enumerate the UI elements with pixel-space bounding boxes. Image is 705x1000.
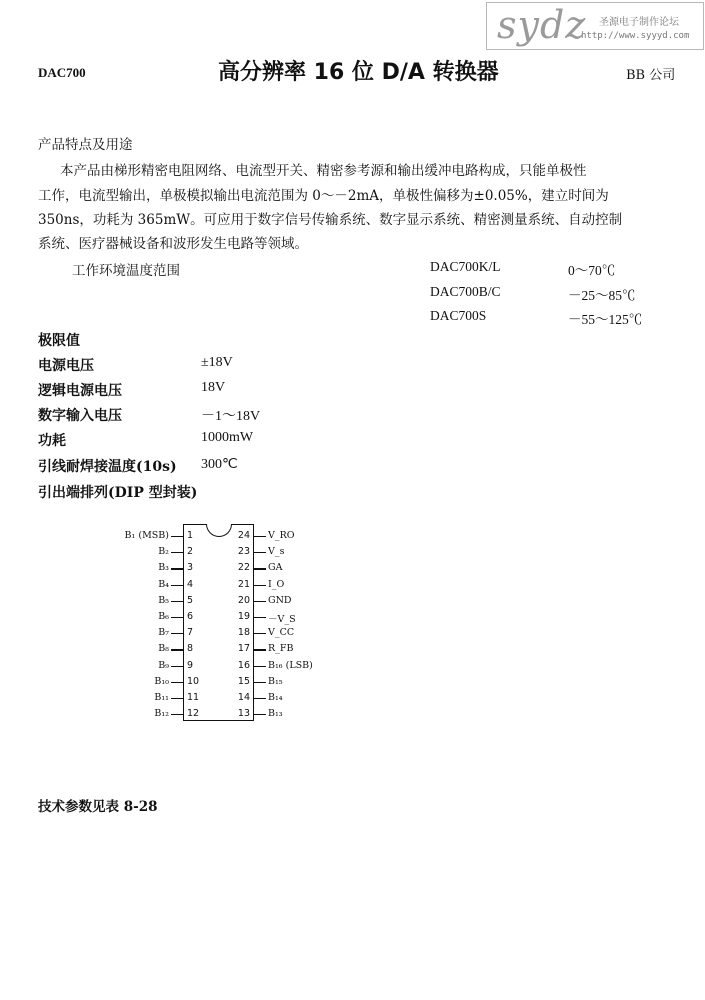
pin-label: GND: [268, 594, 292, 606]
pin-label: B₈: [158, 643, 169, 655]
pin-lead: [171, 617, 183, 618]
pin-label: B₃: [158, 562, 169, 574]
pin-number: 2: [187, 546, 194, 558]
pin-lead: [254, 617, 266, 618]
footer-note: 技术参数见表 8-28: [38, 799, 158, 815]
pin-lead: [254, 714, 266, 715]
pin-lead: [254, 552, 266, 553]
temperature-range: －25～85℃: [568, 288, 636, 303]
limit-value: 18V: [201, 380, 226, 395]
limit-name: 电源电压: [38, 358, 94, 374]
pin-number: 23: [237, 546, 250, 558]
pin-number: 22: [237, 562, 250, 574]
pin-lead: [254, 536, 266, 537]
pin-label: B₁₀: [154, 675, 169, 687]
pin-label: B₇: [158, 627, 169, 639]
pin-number: 11: [187, 692, 200, 703]
pin-label: B₅: [158, 594, 169, 606]
pin-lead: [171, 552, 183, 553]
pin-number: 15: [237, 675, 250, 687]
pin-lead: [254, 682, 266, 683]
pin-lead: [254, 585, 266, 586]
watermark: [486, 2, 704, 50]
pin-label: B₁₅: [268, 675, 283, 687]
pin-lead: [171, 714, 183, 715]
manufacturer: BB 公司: [626, 68, 676, 83]
limit-name: 逻辑电源电压: [38, 383, 122, 399]
pin-number: 18: [237, 627, 250, 639]
pin-lead: [171, 666, 183, 667]
pin-number: 20: [237, 594, 250, 606]
pin-number: 19: [237, 611, 250, 622]
pin-number: 8: [187, 643, 194, 655]
pin-lead: [171, 601, 183, 602]
pin-label: GA: [268, 562, 283, 574]
temperature-label: 工作环境温度范围: [72, 263, 180, 279]
watermark-logo: sydz: [497, 3, 587, 47]
pin-number: 12: [187, 708, 200, 720]
pin-lead: [171, 585, 183, 586]
pin-number: 5: [187, 594, 194, 606]
pin-number: 1: [187, 530, 194, 541]
pin-label: V_CC: [268, 627, 295, 639]
pin-number: 13: [237, 708, 250, 720]
pin-lead: [171, 698, 183, 699]
pinout-heading: 引出端排列(DIP 型封装): [38, 485, 198, 501]
pin-number: 24: [237, 530, 250, 541]
pin-label: B₁ (MSB): [124, 530, 169, 541]
pin-label: B₉: [158, 659, 169, 671]
pin-lead: [254, 666, 266, 667]
features-line: 系统、医疗器械设备和波形发生电路等领域。: [38, 236, 308, 252]
pin-label: V_RO: [268, 530, 295, 541]
page-title: 高分辨率 16 位 D/A 转换器: [218, 60, 499, 85]
pin-label: B₄: [158, 578, 169, 590]
pin-label: B₁₆ (LSB): [268, 659, 313, 671]
pin-label: B₁₃: [268, 708, 283, 720]
part-number: DAC700: [38, 65, 86, 80]
pin-lead: [254, 649, 266, 650]
pin-number: 4: [187, 578, 194, 590]
pin-number: 7: [187, 627, 194, 639]
limit-value: 300℃: [201, 457, 238, 472]
features-line: 本产品由梯形精密电阻网络、电流型开关、精密参考源和输出缓冲电路构成，只能单极性: [60, 163, 587, 179]
pin-label: B₁₁: [154, 692, 169, 703]
pin-label: I_O: [268, 578, 285, 590]
temperature-range: 0～70℃: [568, 263, 616, 278]
pin-lead: [254, 698, 266, 699]
pin-lead: [171, 536, 183, 537]
pin-number: 6: [187, 611, 194, 622]
package-notch: [206, 524, 232, 537]
watermark-site-name: 圣源电子制作论坛: [599, 17, 679, 28]
pin-number: 14: [237, 692, 250, 703]
watermark-url: http://www.syyyd.com: [581, 31, 690, 41]
limits-heading: 极限值: [38, 333, 80, 349]
temperature-model: DAC700S: [430, 308, 487, 323]
pin-label: B₁₂: [154, 708, 169, 720]
pin-number: 3: [187, 562, 194, 574]
temperature-model: DAC700B/C: [430, 284, 501, 299]
pin-number: 17: [237, 643, 250, 655]
limit-name: 数字输入电压: [38, 408, 122, 424]
pin-label: －V_S: [268, 614, 296, 625]
pin-lead: [254, 633, 266, 634]
pin-lead: [171, 649, 183, 650]
temperature-range: －55～125℃: [568, 312, 643, 327]
pin-label: B₁₄: [268, 692, 283, 703]
pin-number: 16: [237, 659, 250, 671]
pin-label: V_s: [268, 546, 285, 558]
pin-number: 21: [237, 578, 250, 590]
pin-number: 10: [187, 675, 200, 687]
limit-value: －1～18V: [201, 409, 261, 424]
temperature-model: DAC700K/L: [430, 259, 501, 274]
limit-name: 引线耐焊接温度(10s): [38, 459, 177, 475]
pin-label: R_FB: [268, 643, 294, 655]
pin-lead: [171, 682, 183, 683]
pin-label: B₂: [158, 546, 169, 558]
features-line: 350ns，功耗为 365mW。可应用于数字信号传输系统、数字显示系统、精密测量系统、自动控制: [38, 212, 623, 228]
limit-name: 功耗: [38, 433, 66, 449]
limit-value: ±18V: [201, 355, 233, 370]
pin-label: B₆: [158, 611, 169, 622]
limit-value: 1000mW: [201, 430, 254, 445]
pin-number: 9: [187, 659, 194, 671]
pin-lead: [254, 568, 266, 569]
pin-lead: [254, 601, 266, 602]
pin-lead: [171, 568, 183, 569]
features-heading: 产品特点及用途: [38, 137, 133, 153]
pin-lead: [171, 633, 183, 634]
features-line: 工作，电流型输出，单极模拟输出电流范围为 0～－2mA，单极性偏移为±0.05%，建立时间为: [38, 188, 609, 204]
